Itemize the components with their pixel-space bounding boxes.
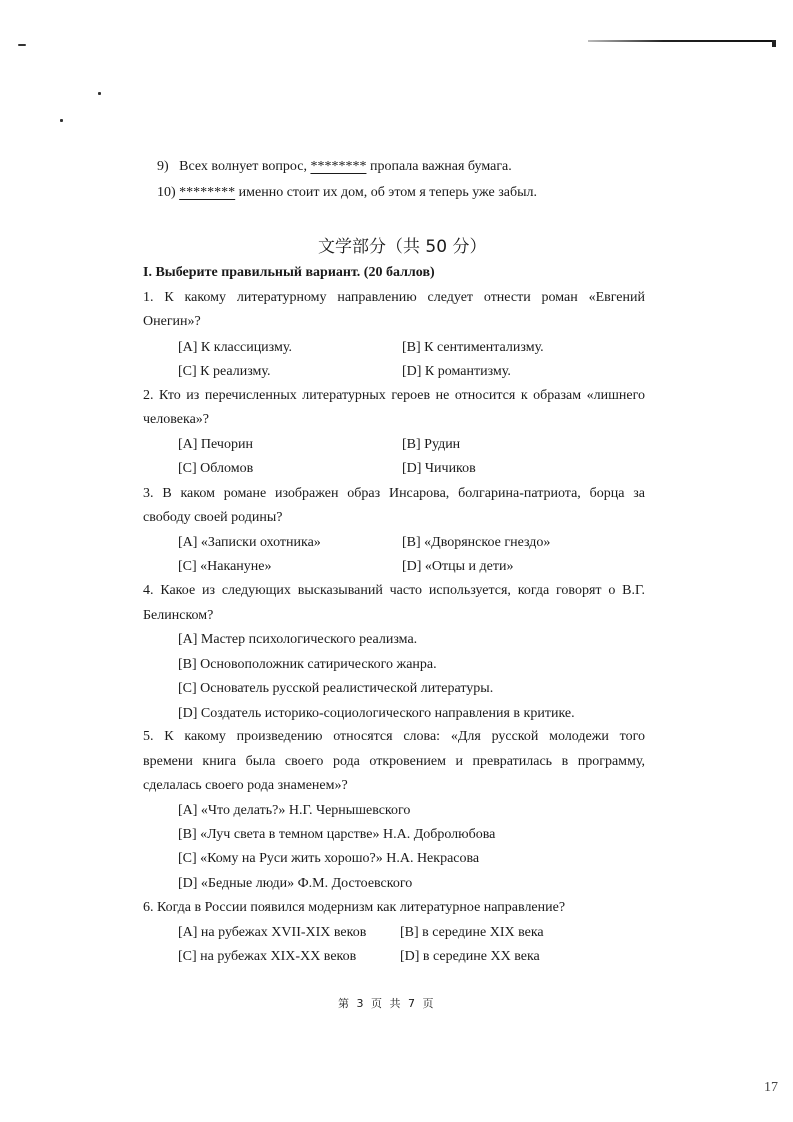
q1-option-b: [B] К сентиментализму. xyxy=(402,340,544,355)
q6-option-b: [B] в середине XIX века xyxy=(400,925,544,940)
question-4-text-cont: Белинском? xyxy=(143,608,214,623)
scan-speck xyxy=(60,119,63,122)
question-5-text-cont: времени книга была своего рода откровением и превратилась в программу, xyxy=(143,754,645,769)
q2-option-c: [C] Обломов xyxy=(178,461,254,476)
question-2-text: 2. Кто из перечисленных литературных героев не относится к образам «лишнего xyxy=(143,388,645,403)
prev-item-10 xyxy=(157,185,537,201)
scan-speck xyxy=(18,44,26,46)
blank-field: ******** xyxy=(310,159,367,174)
page-footer: 第 3 页 共 7 页 xyxy=(338,997,436,1010)
question-5-text: 5. К какому произведению относятся слова: «Для русской молодежи того xyxy=(143,729,645,744)
q1-option-a: [A] К классицизму. xyxy=(178,340,292,355)
blank-field: ******** xyxy=(179,185,236,200)
q5-option-b: [B] «Луч света в темном царстве» Н.А. Добролюбова xyxy=(178,827,496,842)
q5-option-c: [C] «Кому на Руси жить хорошо?» Н.А. Некрасова xyxy=(178,851,480,866)
q1-option-c: [C] К реализму. xyxy=(178,364,271,379)
q6-option-c: [C] на рубежах XIX-XX веков xyxy=(178,949,357,964)
scan-page-number: 17 xyxy=(764,1080,778,1095)
q2-option-a: [A] Печорин xyxy=(178,437,253,452)
question-6-text: 6. Когда в России появился модернизм как литературное направление? xyxy=(143,900,566,915)
q5-option-d: [D] «Бедные люди» Ф.М. Достоевского xyxy=(178,876,413,891)
question-5-text-cont2: сделалась своего рода знаменем»? xyxy=(143,778,348,793)
item-number: 10) xyxy=(157,185,176,200)
q6-option-d: [D] в середине XX века xyxy=(400,949,540,964)
q4-option-a: [A] Мастер психологического реализма. xyxy=(178,632,418,647)
q4-option-d: [D] Создатель историко-социологического направления в критике. xyxy=(178,706,575,721)
q1-option-d: [D] К романтизму. xyxy=(402,364,511,379)
scan-border-line xyxy=(588,40,776,42)
scan-border-corner xyxy=(772,40,776,47)
q6-option-a: [A] на рубежах XVII-XIX веков xyxy=(178,925,367,940)
question-1-text: 1. К какому литературному направлению следует отнести роман «Евгений xyxy=(143,290,645,305)
q5-option-a: [A] «Что делать?» Н.Г. Чернышевского xyxy=(178,803,411,818)
prev-item-9 xyxy=(157,159,512,175)
part-heading: I. Выберите правильный вариант. (20 баллов) xyxy=(143,265,435,280)
section-title: 文学部分（共 50 分） xyxy=(318,237,487,257)
q3-option-a: [A] «Записки охотника» xyxy=(178,535,321,550)
question-3-text: 3. В каком романе изображен образ Инсарова, болгарина-патриота, борца за xyxy=(143,486,645,501)
scan-speck xyxy=(98,92,101,95)
question-3-text-cont: свободу своей родины? xyxy=(143,510,283,525)
q4-option-c: [C] Основатель русской реалистической литературы. xyxy=(178,681,494,696)
question-4-text: 4. Какое из следующих высказываний часто используется, когда говорят о В.Г. xyxy=(143,583,645,598)
item-text: именно стоит их дом, об этом я теперь уже забыл. xyxy=(235,185,537,200)
q3-option-d: [D] «Отцы и дети» xyxy=(402,559,514,574)
item-text: Всех волнует вопрос, xyxy=(179,159,311,174)
item-text: пропала важная бумага. xyxy=(366,159,512,174)
q3-option-c: [C] «Накануне» xyxy=(178,559,272,574)
question-1-text-cont: Онегин»? xyxy=(143,314,201,329)
q2-option-b: [B] Рудин xyxy=(402,437,461,452)
item-number: 9) xyxy=(157,159,169,174)
q4-option-b: [B] Основоположник сатирического жанра. xyxy=(178,657,437,672)
question-2-text-cont: человека»? xyxy=(143,412,210,427)
q3-option-b: [B] «Дворянское гнездо» xyxy=(402,535,551,550)
q2-option-d: [D] Чичиков xyxy=(402,461,476,476)
